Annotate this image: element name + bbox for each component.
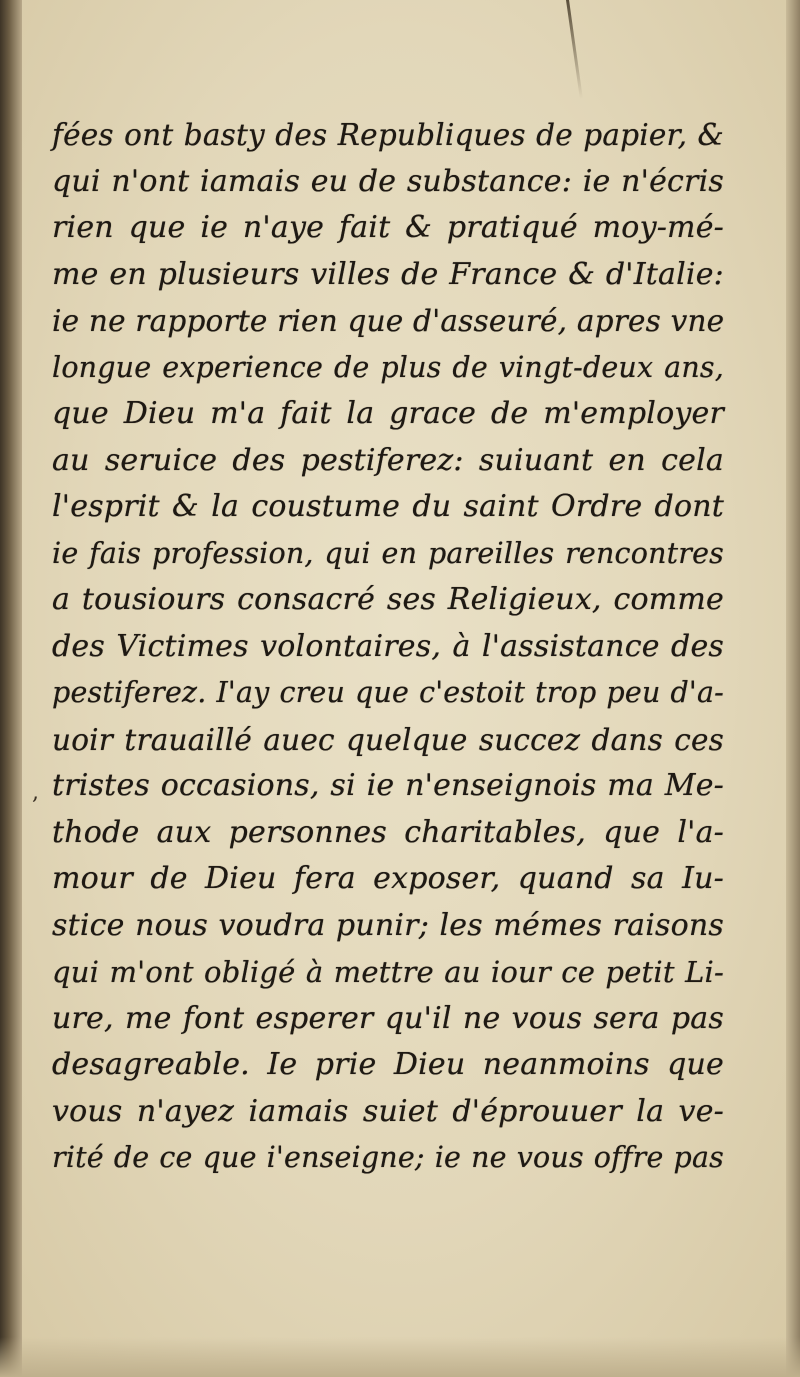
text-line: ie fais profession, qui en pareilles rencontres — [52, 536, 724, 570]
text-line: qui m'ont obligé à mettre au iour ce petit Li- — [52, 955, 724, 989]
page-bottom-shadow — [0, 1337, 800, 1377]
text-line: ie ne rapporte rien que d'asseuré, apres vne — [52, 304, 725, 338]
text-line: rien que ie n'aye fait & pratiqué moy-mé- — [52, 210, 724, 245]
text-line: desagreable. Ie prie Dieu neanmoins que — [52, 1047, 724, 1082]
text-line: tristes occasions, si ie n'enseignois ma Me- — [52, 768, 724, 803]
text-line: qui n'ont iamais eu de substance: ie n'écris — [52, 163, 724, 199]
text-line: ure, me font esperer qu'il ne vous sera pas — [52, 1000, 724, 1036]
page-gutter — [0, 0, 22, 1377]
text-line: vous n'ayez iamais suiet d'éprouuer la ve- — [52, 1093, 724, 1129]
text-line: pestiferez. I'ay creu que c'estoit trop peu d'a- — [52, 676, 724, 709]
text-line: longue experience de plus de vingt-deux ans, — [52, 350, 724, 384]
text-line: que Dieu m'a fait la grace de m'employer — [52, 396, 724, 431]
text-line: des Victimes volontaires, à l'assistance des — [52, 628, 724, 664]
text-line: fées ont basty des Republiques de papier, & — [52, 118, 724, 152]
text-line: au seruice des pestiferez: suiuant en cela — [52, 442, 724, 478]
text-line: stice nous voudra punir; les mémes raisons — [52, 907, 724, 943]
body-text — [52, 112, 724, 1182]
text-line: a tousiours consacré ses Religieux, comme — [52, 582, 724, 617]
text-line: mour de Dieu fera exposer, quand sa Iu- — [52, 861, 724, 896]
text-line: me en plusieurs villes de France & d'Italie: — [52, 256, 724, 292]
text-line: uoir trauaillé auec quelque succez dans ces — [52, 722, 724, 757]
text-line: l'esprit & la coustume du saint Ordre dont — [52, 489, 724, 524]
page-edge — [786, 0, 800, 1377]
margin-mark: , — [32, 780, 39, 805]
paper-crease — [566, 0, 583, 99]
text-line: thode aux personnes charitables, que l'a- — [52, 814, 724, 850]
text-line: rité de ce que i'enseigne; ie ne vous offre pas — [52, 1141, 724, 1174]
